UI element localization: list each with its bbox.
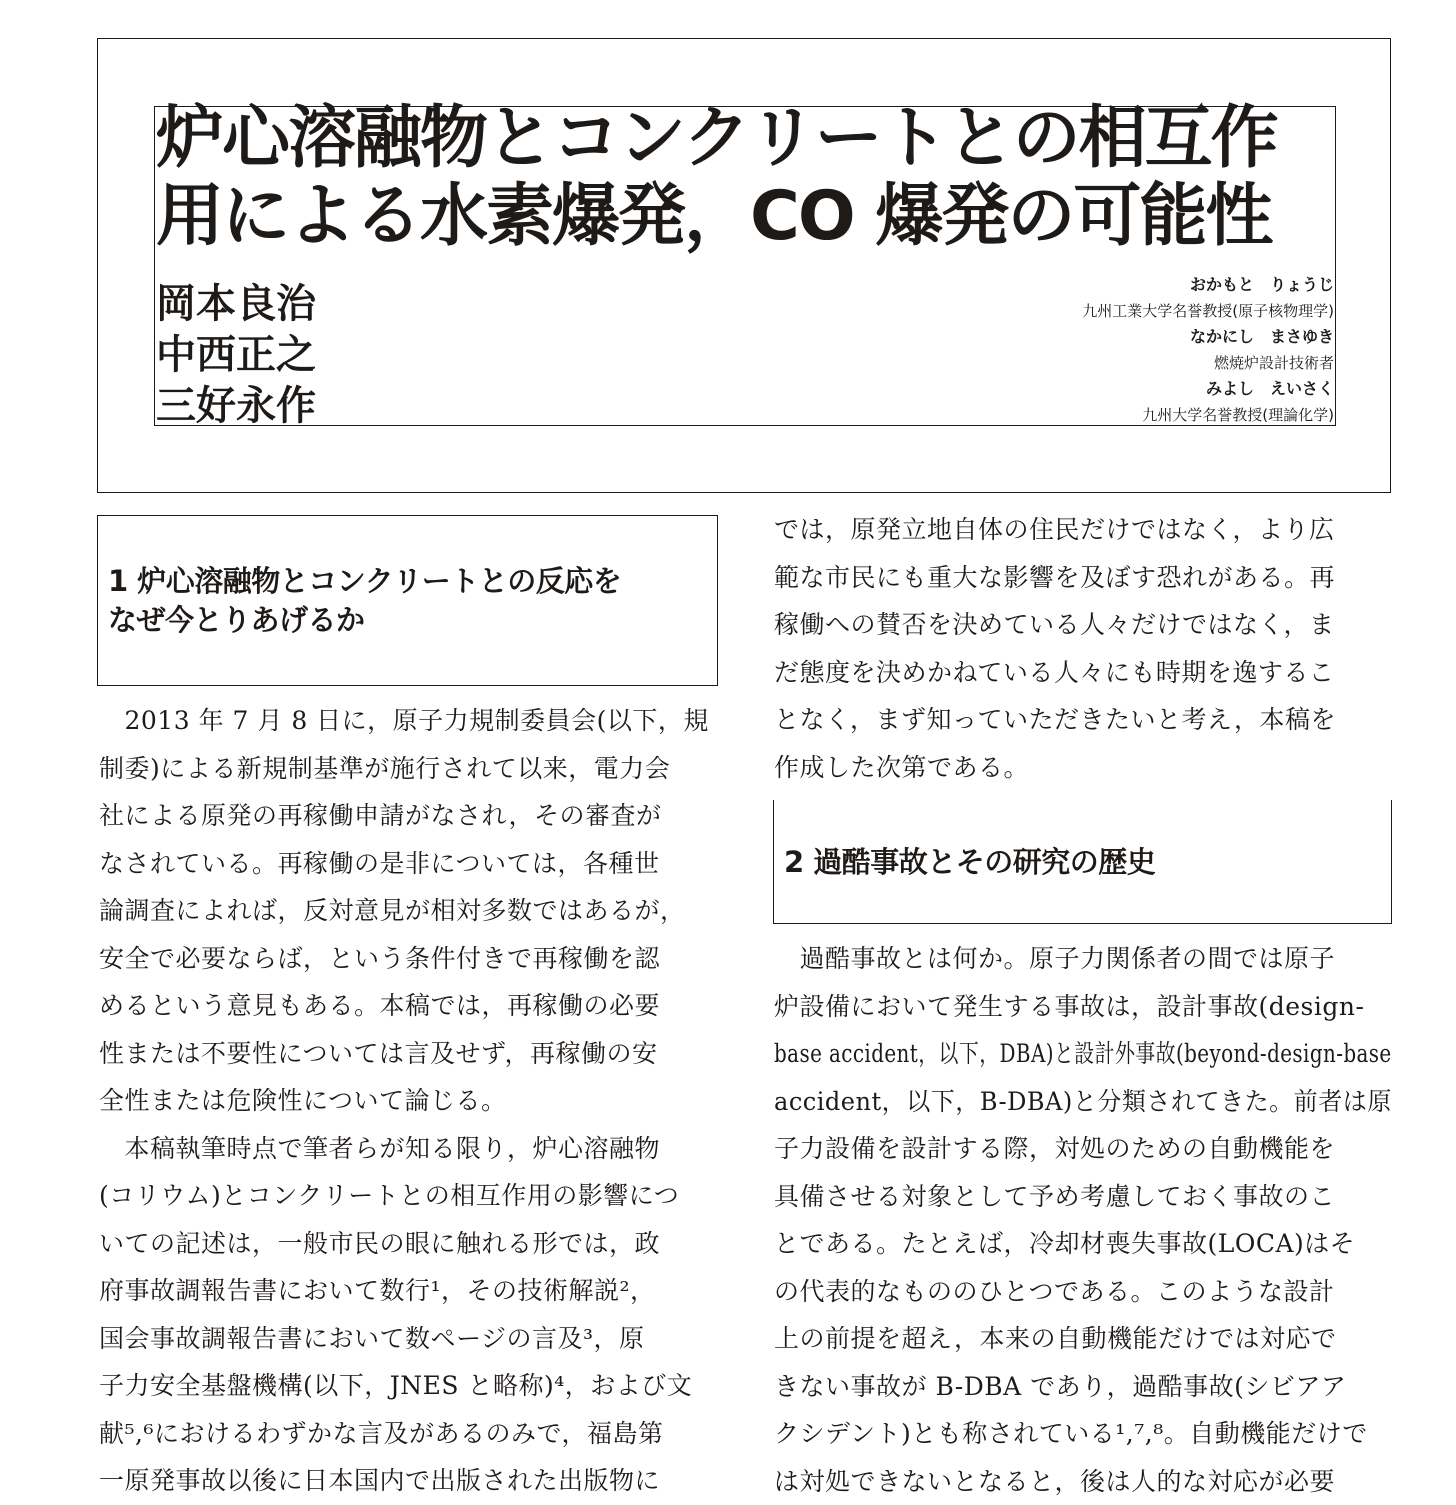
right-column-intro-line: 作成した次第である。 <box>774 744 1394 792</box>
author-affiliation-3: 九州大学名誉教授(理論化学) <box>1082 402 1334 428</box>
author-affiliation-2: 燃焼炉設計技術者 <box>1082 350 1334 376</box>
left-column-line: 本稿執筆時点で筆者らが知る限り，炉心溶融物 <box>99 1125 719 1173</box>
title-line-2: 用による水素爆発，CO 爆発の可能性 <box>156 178 1346 256</box>
section2-body-line: 具備させる対象として予め考慮しておく事故のこ <box>774 1173 1394 1221</box>
author-names <box>156 278 316 431</box>
left-column-line: (コリウム)とコンクリートとの相互作用の影響につ <box>99 1172 719 1220</box>
author-affiliations <box>1082 272 1334 428</box>
section2-body-line: 炉設備において発生する事故は，設計事故(design- <box>774 983 1394 1031</box>
author-reading-2: なかにし まさゆき <box>1082 324 1334 350</box>
left-column-line: なされている。再稼働の是非については，各種世 <box>99 840 719 888</box>
section1-heading-line-1: 1 炉心溶融物とコンクリートとの反応を <box>108 562 621 601</box>
section2-body-line: 子力設備を設計する際，対処のための自動機能を <box>774 1125 1394 1173</box>
author-name-1: 岡本良治 <box>156 278 316 329</box>
section2-body-line: は対処できないとなると，後は人的な対応が必要 <box>774 1458 1394 1505</box>
left-column-line: 全性または危険性について論じる。 <box>99 1077 719 1125</box>
right-column-intro-line: となく，まず知っていただきたいと考え，本稿を <box>774 696 1394 744</box>
section2-body-line: とである。たとえば，冷却材喪失事故(LOCA)はそ <box>774 1220 1394 1268</box>
left-column-line: 2013 年 7 月 8 日に，原子力規制委員会(以下，規 <box>99 697 719 745</box>
left-column-line: 献⁵,⁶におけるわずかな言及があるのみで，福島第 <box>99 1410 719 1458</box>
right-column-intro-line: だ態度を決めかねている人々にも時期を逸するこ <box>774 649 1394 697</box>
right-column-intro-line: 範な市民にも重大な影響を及ぼす恐れがある。再 <box>774 554 1394 602</box>
left-column-line: 論調査によれば，反対意見が相対多数ではあるが， <box>99 887 719 935</box>
section2-body-line: 過酷事故とは何か。原子力関係者の間では原子 <box>774 935 1394 983</box>
left-column-line: いての記述は，一般市民の眼に触れる形では，政 <box>99 1220 719 1268</box>
left-column-line: 子力安全基盤機構(以下，JNES と略称)⁴，および文 <box>99 1362 719 1410</box>
section2-body <box>774 935 1394 1505</box>
right-column-intro-line: では，原発立地自体の住民だけではなく，より広 <box>774 506 1394 554</box>
author-reading-1: おかもと りょうじ <box>1082 272 1334 298</box>
left-column-line: 社による原発の再稼働申請がなされ，その審査が <box>99 792 719 840</box>
left-column-line: 一原発事故以後に日本国内で出版された出版物に <box>99 1457 719 1505</box>
author-affiliation-1: 九州工業大学名誉教授(原子核物理学) <box>1082 298 1334 324</box>
left-column-line: めるという意見もある。本稿では，再稼働の必要 <box>99 982 719 1030</box>
left-column-line: 性または不要性については言及せず，再稼働の安 <box>99 1030 719 1078</box>
section2-body-line: の代表的なもののひとつである。このような設計 <box>774 1268 1394 1316</box>
author-reading-3: みよし えいさく <box>1082 376 1334 402</box>
section2-heading: 2 過酷事故とその研究の歴史 <box>784 843 1155 882</box>
left-column-body <box>99 697 719 1505</box>
article-title <box>156 100 1346 256</box>
left-column-line: 国会事故調報告書において数ページの言及³，原 <box>99 1315 719 1363</box>
left-column-line: 府事故調報告書において数行¹，その技術解説²， <box>99 1267 719 1315</box>
section2-body-line: きない事故が B-DBA であり，過酷事故(シビアア <box>774 1363 1394 1411</box>
section1-heading <box>108 562 621 640</box>
right-column-intro-body <box>774 506 1394 791</box>
title-line-1: 炉心溶融物とコンクリートとの相互作 <box>156 100 1346 178</box>
section2-body-line: accident，以下，B-DBA)と分類されてきた。前者は原 <box>774 1078 1371 1126</box>
right-column-intro-line: 稼働への賛否を決めている人々だけではなく，ま <box>774 601 1394 649</box>
author-name-2: 中西正之 <box>156 329 316 380</box>
left-column-line: 制委)による新規制基準が施行されて以来，電力会 <box>99 745 719 793</box>
section2-body-line: base accident，以下，DBA)と設計外事故(beyond-design-base <box>774 1030 1268 1078</box>
author-name-3: 三好永作 <box>156 380 316 431</box>
section2-body-line: クシデント)とも称されている¹,⁷,⁸。自動機能だけで <box>774 1410 1394 1458</box>
section2-body-line: 上の前提を超え，本来の自動機能だけでは対応で <box>774 1315 1394 1363</box>
section1-heading-line-2: なぜ今とりあげるか <box>108 601 621 640</box>
left-column-line: 安全で必要ならば，という条件付きで再稼働を認 <box>99 935 719 983</box>
